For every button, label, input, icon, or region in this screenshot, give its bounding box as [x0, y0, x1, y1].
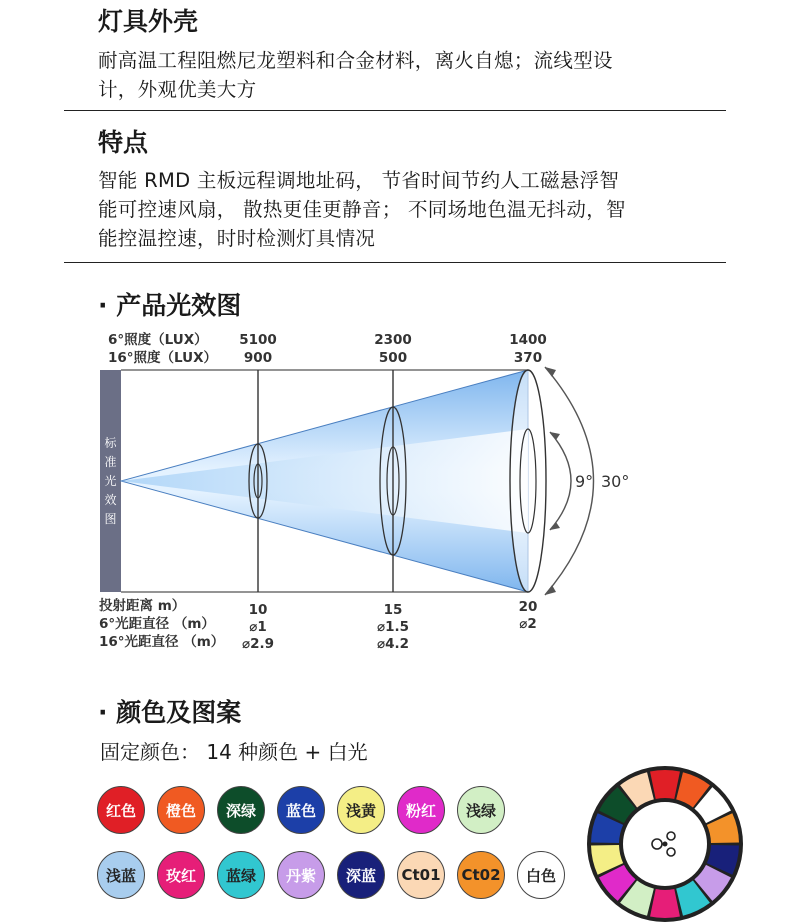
- color-swatch-label: Ct02: [461, 866, 501, 884]
- color-swatch: [457, 786, 505, 834]
- fixed-colors-label: 固定颜色： 14 种颜色 + 白光: [100, 740, 368, 764]
- color-swatch: [217, 786, 265, 834]
- lux-16-value: 900: [243, 350, 273, 366]
- arrow-icon: [545, 585, 556, 595]
- lux-6-value: 5100: [239, 332, 277, 348]
- angle-outer-label: 30°: [601, 472, 630, 491]
- color-swatch-label: 浅蓝: [105, 866, 136, 885]
- features-line-3: 能控温控速，时时检测灯具情况: [98, 227, 376, 250]
- color-swatch: [457, 851, 505, 899]
- lux-16-label: 16°照度（LUX）: [108, 350, 218, 366]
- color-wheel-icon: [585, 764, 745, 924]
- lux-6-label: 6°照度（LUX）: [108, 332, 208, 348]
- color-swatch-label: 深绿: [225, 801, 256, 820]
- color-swatch-label: 浅黄: [345, 801, 376, 820]
- side-label-char: 图: [104, 512, 117, 526]
- side-label-char: 准: [104, 455, 117, 469]
- features-title: 特点: [98, 128, 149, 157]
- color-swatch: [157, 786, 205, 834]
- angle-inner-label: 9°: [575, 472, 594, 491]
- beam-title: · 产品光效图: [98, 291, 242, 320]
- color-swatch-label: 粉红: [405, 801, 436, 820]
- dia-16-label: 16°光距直径 （m）: [99, 634, 225, 650]
- side-label-char: 效: [104, 493, 117, 507]
- color-swatch-label: 蓝绿: [225, 866, 256, 885]
- distance-value: 15: [383, 602, 403, 618]
- color-swatch: [397, 786, 445, 834]
- divider: [64, 110, 726, 111]
- features-text: [98, 166, 723, 253]
- dia-6-value: ⌀1: [249, 619, 267, 635]
- beam-diagram: [0, 325, 790, 665]
- distance-value: 20: [518, 599, 538, 615]
- color-swatch-label: Ct01: [401, 866, 441, 884]
- color-swatch-label: 深蓝: [345, 866, 376, 885]
- features-section: [98, 127, 723, 253]
- color-swatch: [97, 851, 145, 899]
- housing-line-1: 耐高温工程阻燃尼龙塑料和合金材料，离火自熄；流线型设: [98, 49, 613, 72]
- lux-6-value: 1400: [509, 332, 547, 348]
- color-swatch-label: 橙色: [165, 801, 196, 820]
- dia-6-value: ⌀1.5: [376, 619, 410, 635]
- colors-title: · 颜色及图案: [98, 698, 242, 727]
- color-swatch: [157, 851, 205, 899]
- color-swatch-label: 白色: [525, 866, 556, 885]
- features-line-1: 智能 RMD 主板远程调地址码， 节省时间节约人工磁悬浮智: [98, 169, 620, 192]
- distance-value: 10: [248, 602, 268, 618]
- dia-6-value: ⌀2: [519, 616, 537, 632]
- color-swatch-label: 红色: [105, 801, 136, 820]
- housing-title: 灯具外壳: [98, 7, 199, 36]
- color-swatch-label: 丹紫: [285, 866, 316, 885]
- color-swatch: [337, 851, 385, 899]
- distance-label: 投射距离 m）: [99, 598, 186, 614]
- housing-text: [98, 46, 723, 104]
- color-swatch-label: 浅绿: [465, 801, 496, 820]
- housing-line-2: 计，外观优美大方: [98, 78, 257, 101]
- color-swatch: [517, 851, 565, 899]
- dia-16-value: ⌀4.2: [376, 636, 410, 652]
- features-line-2: 能可控速风扇， 散热更佳更静音； 不同场地色温无抖动，智: [98, 198, 626, 221]
- arrow-icon: [545, 367, 556, 377]
- lux-6-value: 2300: [374, 332, 412, 348]
- color-swatch: [97, 786, 145, 834]
- side-label-char: 标: [104, 436, 117, 450]
- color-swatch: [277, 851, 325, 899]
- color-swatch: [277, 786, 325, 834]
- color-swatch: [217, 851, 265, 899]
- housing-section: [98, 6, 723, 104]
- side-label-char: 光: [104, 474, 117, 488]
- beam-ring-outer: [510, 370, 546, 592]
- color-swatch-label: 蓝色: [285, 801, 316, 820]
- color-swatch: [337, 786, 385, 834]
- lux-16-value: 370: [513, 350, 543, 366]
- color-swatch: [397, 851, 445, 899]
- dia-6-label: 6°光距直径 （m）: [99, 616, 215, 632]
- color-swatch-label: 玫红: [165, 866, 196, 885]
- dia-16-value: ⌀2.9: [241, 636, 275, 652]
- lux-16-value: 500: [378, 350, 408, 366]
- inner-angle-arc: [550, 432, 571, 530]
- divider: [64, 262, 726, 263]
